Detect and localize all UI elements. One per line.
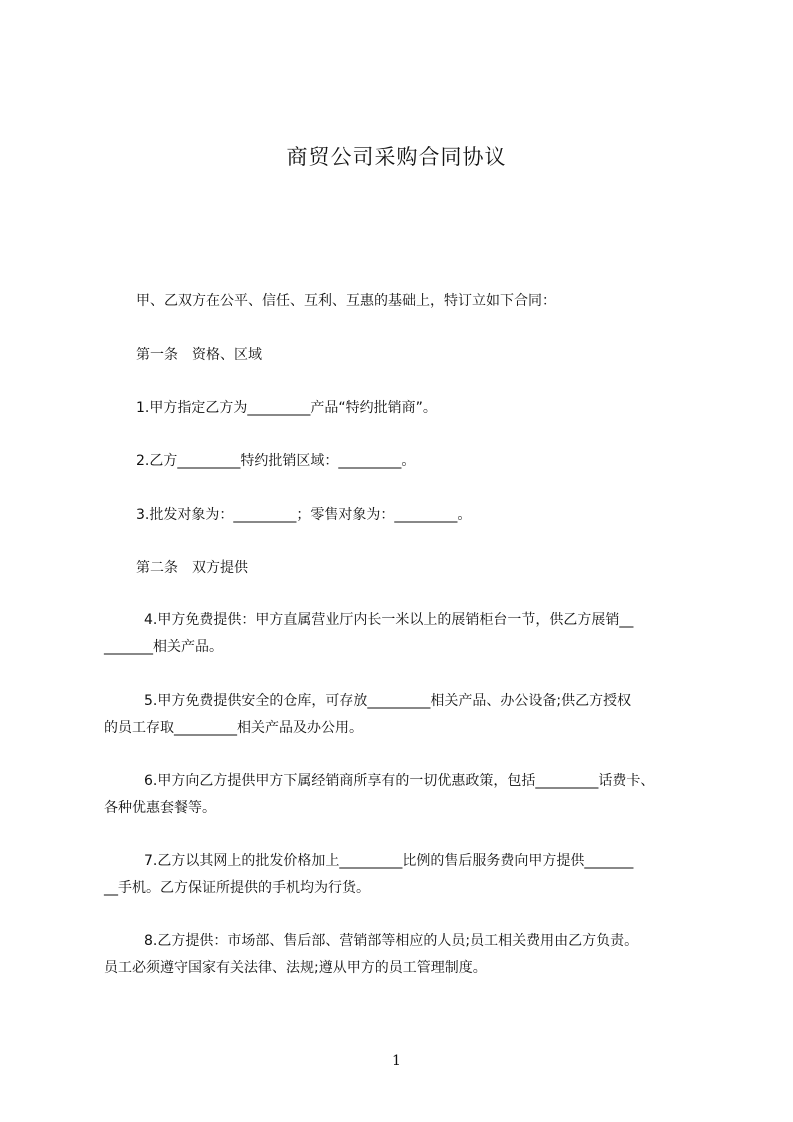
section-heading-2: 第二条 双方提供 <box>136 560 248 576</box>
clause-7-line-1: 7.乙方以其网上的批发价格加上_________比例的售后服务费向甲方提供_______ <box>144 853 634 869</box>
clause-2: 2.乙方_________特约批销区域：_________。 <box>136 453 416 469</box>
clause-5-line-2: 的员工存取_________相关产品及办公用。 <box>104 720 363 736</box>
page-number: 1 <box>392 1053 401 1069</box>
clause-8-line-2: 员工必须遵守国家有关法律、法规;遵从甲方的员工管理制度。 <box>104 960 487 976</box>
document-title: 商贸公司采购合同协议 <box>286 145 507 169</box>
clause-5-line-1: 5.甲方免费提供安全的仓库，可存放_________相关产品、办公设备;供乙方授权 <box>144 693 632 709</box>
clause-4-line-2: _______相关产品。 <box>104 639 223 655</box>
clause-8-line-1: 8.乙方提供：市场部、售后部、营销部等相应的人员;员工相关费用由乙方负责。 <box>144 933 639 949</box>
section-heading-1: 第一条 资格、区域 <box>136 347 262 363</box>
clause-3: 3.批发对象为：_________；零售对象为：_________。 <box>136 507 472 523</box>
clause-7-line-2: __手机。乙方保证所提供的手机均为行货。 <box>104 880 370 896</box>
clause-6-line-2: 各种优惠套餐等。 <box>104 800 216 816</box>
clause-1: 1.甲方指定乙方为_________产品“特约批销商”。 <box>136 400 437 416</box>
clause-6-line-1: 6.甲方向乙方提供甲方下属经销商所享有的一切优惠政策，包括_________话费卡、 <box>144 773 655 789</box>
intro-paragraph: 甲、乙双方在公平、信任、互利、互惠的基础上，特订立如下合同： <box>136 293 556 309</box>
clause-4-line-1: 4.甲方免费提供：甲方直属营业厅内长一米以上的展销柜台一节，供乙方展销__ <box>144 612 634 628</box>
